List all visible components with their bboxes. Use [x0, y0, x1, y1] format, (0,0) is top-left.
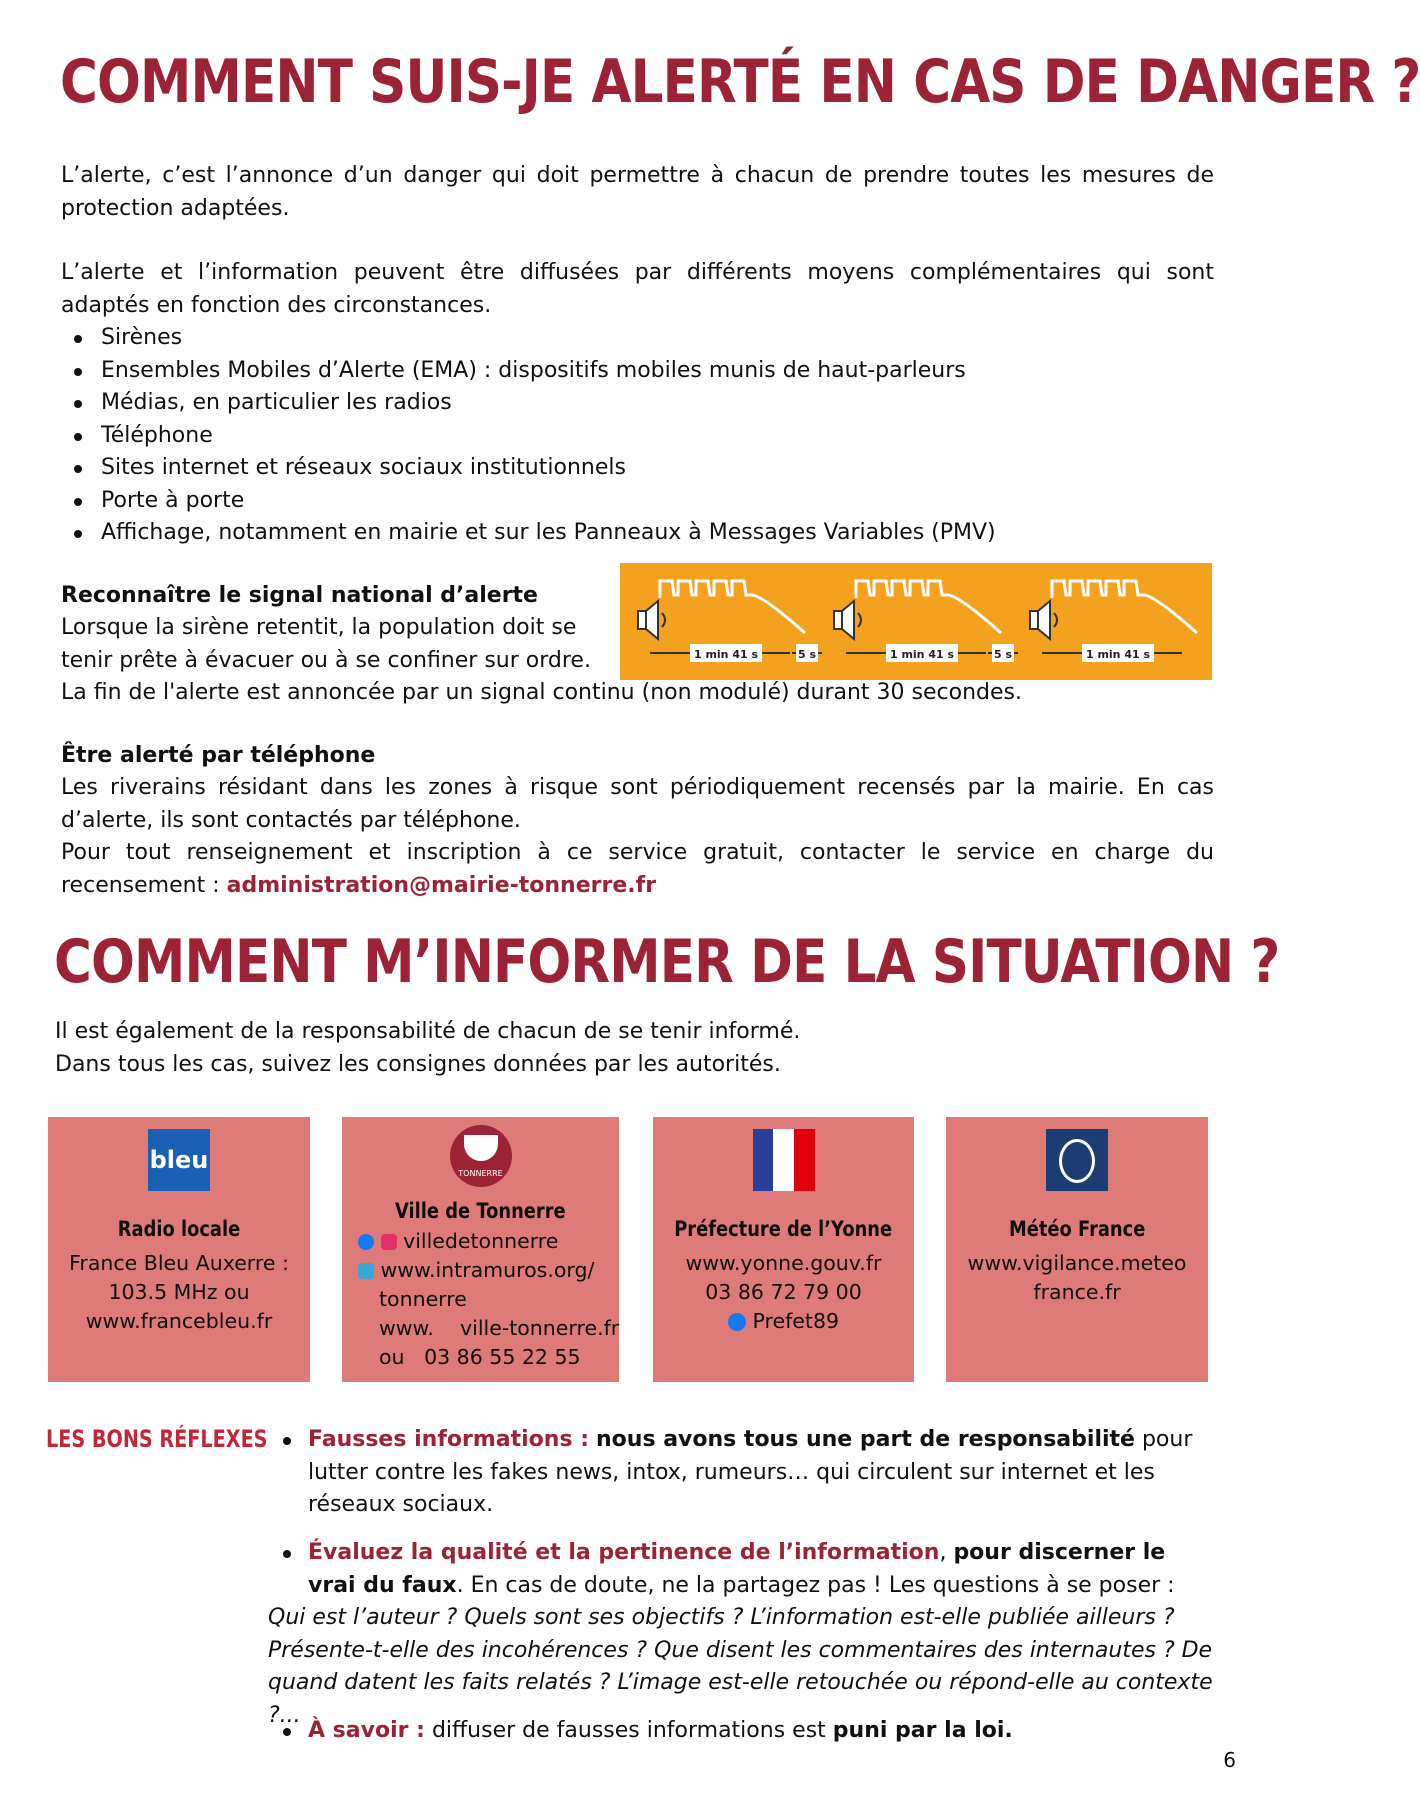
speaker-icon [842, 601, 854, 639]
reflex-questions: Qui est l’auteur ? Quels sont ses objectifs ? L’information est-elle publiée ailleurs ? Présente-t-elle des incohérences ? Que disent les commentaires des internautes ? De quand datent les faits relatés ? L’image est-elle retouchée ou répond-elle au contexte ?... [268, 1605, 1213, 1728]
reflex-emphasis: pour discerner le vrai du faux [308, 1540, 1166, 1598]
card-meteo-france [946, 1117, 1208, 1382]
signal-text-2: tenir prête à évacuer ou à se confiner sur ordre. [61, 648, 591, 673]
sound-wave [858, 613, 861, 627]
list-item: Médias, en particulier les radios [61, 387, 1161, 420]
card-line: 03 86 72 79 00 [705, 1280, 862, 1304]
card-title: Ville de Tonnerre [395, 1199, 566, 1223]
reflex-item-law [308, 1715, 1213, 1748]
card-line [358, 1256, 619, 1285]
section-title-alert: COMMENT SUIS-JE ALERTÉ EN CAS DE DANGER ? [60, 47, 1420, 117]
sound-wave [1054, 613, 1057, 627]
bullet [283, 1728, 291, 1736]
speaker-icon [1038, 601, 1050, 639]
card-line: 103.5 MHz ou [108, 1280, 250, 1304]
card-line [653, 1307, 914, 1336]
card-ville-tonnerre [342, 1117, 619, 1382]
card-line[interactable]: tonnerre [379, 1287, 467, 1311]
speaker-icon [1030, 611, 1038, 629]
phone-text-2 [61, 837, 1214, 902]
reflexes-label: LES BONS RÉFLEXES [46, 1425, 268, 1453]
siren-signal-svg [620, 563, 1212, 680]
facebook-icon [358, 1234, 374, 1250]
alert-means-intro: L’alerte et l’information peuvent être diffusées par différents moyens complémentaires qui sont adaptés en fonction des circonstances. [61, 260, 1214, 318]
reflex-text: pour lutter contre les fakes news, intox, rumeurs… qui circulent sur internet et les réseaux sociaux. [308, 1427, 1193, 1517]
duration-label: 1 min 41 s [1085, 648, 1151, 661]
signal-text-3: La fin de l'alerte est annoncée par un signal continu (non modulé) durant 30 secondes. [61, 680, 1022, 705]
card-line[interactable]: www.vigilance.meteo [967, 1251, 1187, 1275]
list-item: Sirènes [61, 322, 1161, 355]
speaker-icon [834, 611, 842, 629]
signal-heading: Reconnaître le signal national d’alerte [61, 583, 538, 608]
reflex-emphasis: nous avons tous une part de responsabilité [596, 1427, 1135, 1452]
list-item: Sites internet et réseaux sociaux institutionnels [61, 452, 1161, 485]
alert-definition: L’alerte, c’est l’annonce d’un danger qui doit permettre à chacun de prendre toutes les mesures de protection adaptées. [61, 163, 1214, 221]
reflex-keyword: À savoir : [308, 1718, 425, 1743]
page-number: 6 [1223, 1748, 1236, 1772]
speaker-icon [638, 611, 646, 629]
speaker-icon [646, 601, 658, 639]
list-item: Ensembles Mobiles d’Alerte (EMA) : dispositifs mobiles munis de haut-parleurs [61, 355, 1161, 388]
tonnerre-logo-text: TONNERRE [458, 1169, 503, 1178]
siren-wave [660, 581, 805, 633]
card-radio-locale [48, 1117, 310, 1382]
card-title: Préfecture de l’Yonne [674, 1217, 893, 1241]
france-bleu-logo: bleu [148, 1129, 210, 1191]
card-line[interactable]: www.francebleu.fr [85, 1309, 273, 1333]
phone-text-1: Les riverains résidant dans les zones à risque sont périodiquement recensés par la mairie. En cas d’alerte, ils sont contactés par téléphone. [61, 775, 1214, 833]
meteo-france-logo [1046, 1129, 1108, 1191]
instagram-icon [381, 1234, 397, 1250]
tonnerre-crest-icon [450, 1125, 512, 1187]
card-line [358, 1227, 619, 1256]
card-line[interactable]: www. ville-tonnerre.fr [379, 1316, 620, 1340]
siren-signal-diagram [620, 563, 1212, 680]
social-handle[interactable]: Prefet89 [752, 1309, 840, 1333]
reflex-emphasis: puni par la loi. [832, 1718, 1013, 1743]
inform-line-2: Dans tous les cas, suivez les consignes données par les autorités. [55, 1052, 781, 1077]
reflex-text: . En cas de doute, ne la partagez pas ! Les questions à se poser : [456, 1572, 1175, 1598]
inform-line-1: Il est également de la responsabilité de chacun de se tenir informé. [55, 1019, 801, 1044]
pause-label: 5 s [797, 648, 817, 661]
signal-text-1: Lorsque la sirène retentit, la population doit se [61, 615, 577, 640]
list-item: Affichage, notamment en mairie et sur les Panneaux à Messages Variables (PMV) [61, 517, 1161, 550]
reflex-keyword: Évaluez la qualité et la pertinence de l’information [308, 1540, 940, 1565]
pause-label: 5 s [993, 648, 1013, 661]
card-line: ou 03 86 55 22 55 [379, 1345, 581, 1369]
phone-text-2-body: Pour tout renseignement et inscription à ce service gratuit, contacter le service en charge du recensement : [61, 840, 1214, 898]
duration-label: 1 min 41 s [693, 648, 759, 661]
card-line[interactable]: france.fr [1033, 1280, 1121, 1304]
contact-email-link[interactable]: administration@mairie-tonnerre.fr [226, 872, 657, 898]
list-item: Porte à porte [61, 485, 1161, 518]
card-line[interactable]: www.yonne.gouv.fr [685, 1251, 882, 1275]
bullet [283, 1550, 291, 1558]
card-line: France Bleu Auxerre : [69, 1251, 289, 1275]
section-title-inform: COMMENT M’INFORMER DE LA SITUATION ? [54, 927, 1280, 997]
phone-heading: Être alerté par téléphone [61, 743, 376, 768]
card-title: Météo France [1008, 1217, 1146, 1241]
intramuros-link[interactable]: www.intramuros.org/ [380, 1258, 595, 1282]
intramuros-icon [358, 1263, 374, 1279]
reflex-text: diffuser de fausses informations est [431, 1718, 826, 1743]
social-handle[interactable]: villedetonnerre [403, 1229, 559, 1253]
alert-means-list [61, 322, 1161, 550]
siren-wave [856, 581, 1001, 633]
siren-wave [1052, 581, 1197, 633]
reflex-item-fake-news [308, 1424, 1213, 1522]
marianne-logo [753, 1129, 815, 1191]
sound-wave [662, 613, 665, 627]
reflex-item-evaluate: Évaluez la qualité et la pertinence de l’information, pour discerner le vrai du faux. En cas de doute, ne la partagez pas ! Les questions à se poser : [308, 1537, 1213, 1602]
facebook-icon [728, 1313, 746, 1331]
card-title: Radio locale [117, 1217, 241, 1241]
bullet [283, 1437, 291, 1445]
list-item: Téléphone [61, 420, 1161, 453]
duration-label: 1 min 41 s [889, 648, 955, 661]
card-prefecture-yonne [653, 1117, 914, 1382]
reflex-keyword: Fausses informations : [308, 1427, 590, 1452]
